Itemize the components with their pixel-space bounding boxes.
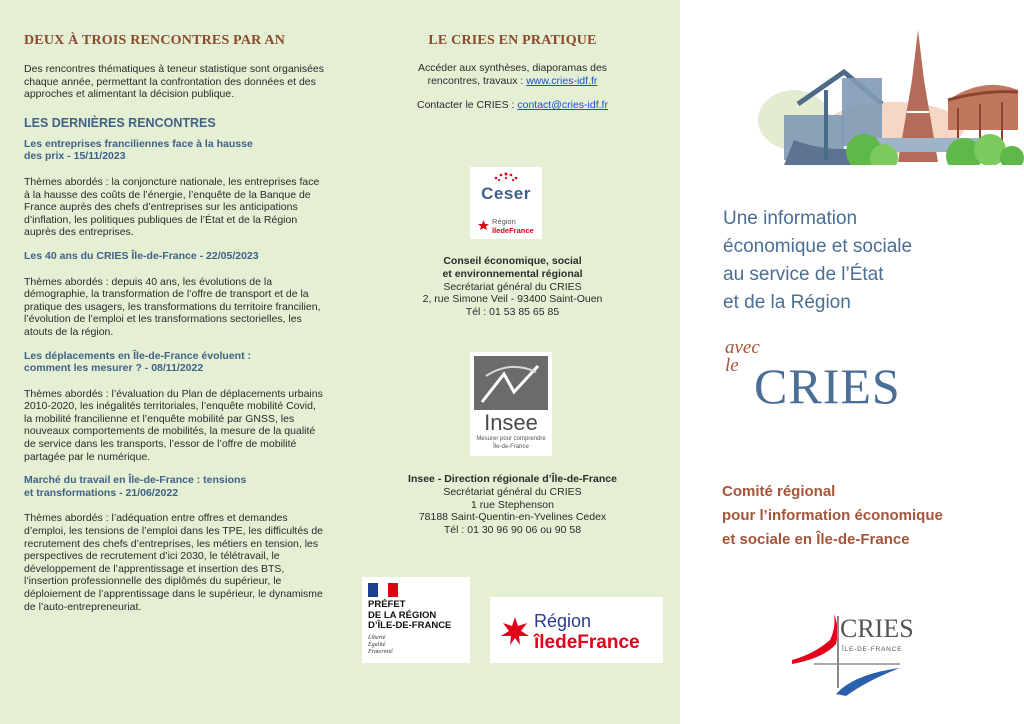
entry-title: Les déplacements en Île-de-France évoluent : comment les mesurer ? - 08/11/2022 [24,349,251,375]
entry-body: Thèmes abordés : l’adéquation entre offres et demandes d’emploi, les tensions de l’emploi dans les TPE, les difficultés de recrutement des chefs d’entreprises, les métiers en tension, les perspectives de recrutement d’ici 2030, le télétravail, le développement de l’apprentissage et insertion des BTS, l’insertion professionnelle des diplômés du supérieur, le déploiement de l’apprentissage dans le supérieur, le dynamisme de l’auto-entrepreneuriat. [24,512,324,613]
prefet-logo [362,577,470,663]
entry [24,250,325,339]
ceser-logo-text: Ceser [481,184,531,203]
insee-address: Insee - Direction régionale d’Île-de-France Secrétariat général du CRIES 1 rue Stephenson 78188 Saint-Quentin-en-Yvelines Cedex Tél : 01 30 96 90 06 ou 90 58 [408,473,617,537]
entry [24,350,325,464]
tagline: Une information économique et sociale au service de l’État et de la Région [723,208,913,313]
prefet-text: PRÉFET DE LA RÉGION D’ÎLE-DE-FRANCE [368,599,452,631]
ceser-logo-sub: Région îledeFrance [492,217,534,235]
entry [24,138,325,239]
insee-logo-text: Insee [484,410,538,435]
contact-text: Contacter le CRIES : contact@cries-idf.fr [417,99,608,111]
prefet-motto: Liberté Égalité Fraternité [368,635,393,655]
avec-text: avec [725,337,760,358]
committee-name: Comité régional pour l’information économique et sociale en Île-de-France [722,483,943,548]
cries-logo [784,608,914,700]
entry-body: Thèmes abordés : depuis 40 ans, les évolutions de la démographie, la transformation de l’offre de transport et de la pratique des usagers, les transformations du territoire francilien, l’évolution de l’emploi et les transformations sectorielles, les atouts de la région. [24,275,321,338]
intro-text: Des rencontres thématiques à teneur statistique sont organisées chaque année, permettant la confrontation des données et des approches et alimentant la décision publique. [24,63,325,101]
entry-title: Les entreprises franciliennes face à la hausse des prix - 15/11/2023 [24,137,253,163]
cries-title: CRIES [754,358,901,414]
entry [24,474,325,613]
middle-panel [345,0,680,724]
insee-mark-icon [470,352,552,412]
entry-title: Les 40 ans du CRIES Île-de-France - 22/05/2023 [24,249,259,262]
region-logo [490,597,663,663]
left-panel [0,0,345,724]
le-text: le [725,355,739,376]
region-star-icon [500,616,530,646]
cries-logo-sub: ÎLE-DE-FRANCE [842,646,903,653]
entry-title: Marché du travail en Île-de-France : tensions et transformations - 21/06/2022 [24,474,247,499]
insee-logo-sub: Mesurer pour comprendre Île-de-France [476,436,546,450]
right-panel [680,0,1024,724]
cries-logo-text: CRIES [840,614,914,643]
ceser-logo [470,167,542,239]
entry-body: Thèmes abordés : la conjoncture nationale, les entreprises face à la hausse des coûts de l’énergie, l’enquête de la Banque de France auprès des chefs d’entreprises sur les anticipations d’inflation, les politiques publiques de l’État et de la Région auprès des entreprises. [24,175,320,239]
left-heading: DEUX À TROIS RENCONTRES PAR AN [24,33,286,48]
middle-heading: LE CRIES EN PRATIQUE [428,33,597,48]
insee-logo [470,352,552,456]
ceser-address: Conseil économique, social et environnemental régional Secrétariat général du CRIES 2, rue Simone Veil - 93400 Saint-Ouen Tél : 01 53 85 65 85 [422,255,603,319]
website-link[interactable]: www.cries-idf.fr [526,74,598,87]
french-flag-icon [368,583,398,597]
section-title: LES DERNIÈRES RENCONTRES [24,115,216,130]
paris-illustration [754,20,1024,185]
region-logo-text: Région îledeFrance [534,611,640,653]
contact-email-link[interactable]: contact@cries-idf.fr [517,99,608,111]
access-text: Accéder aux synthèses, diaporamas des rencontres, travaux : www.cries-idf.fr [417,62,608,87]
entry-body: Thèmes abordés : l’évaluation du Plan de déplacements urbains 2010-2020, les inégalités territoriales, l’enquête mobilité Covid, la mobilité francilienne et l’enquête mobilité par GNSS, les nouveaux comportements de mobilités, la mesure de la qualité de service dans les transports, l’essor de l’offre de mobilité partagée par le numérique. [24,387,323,463]
